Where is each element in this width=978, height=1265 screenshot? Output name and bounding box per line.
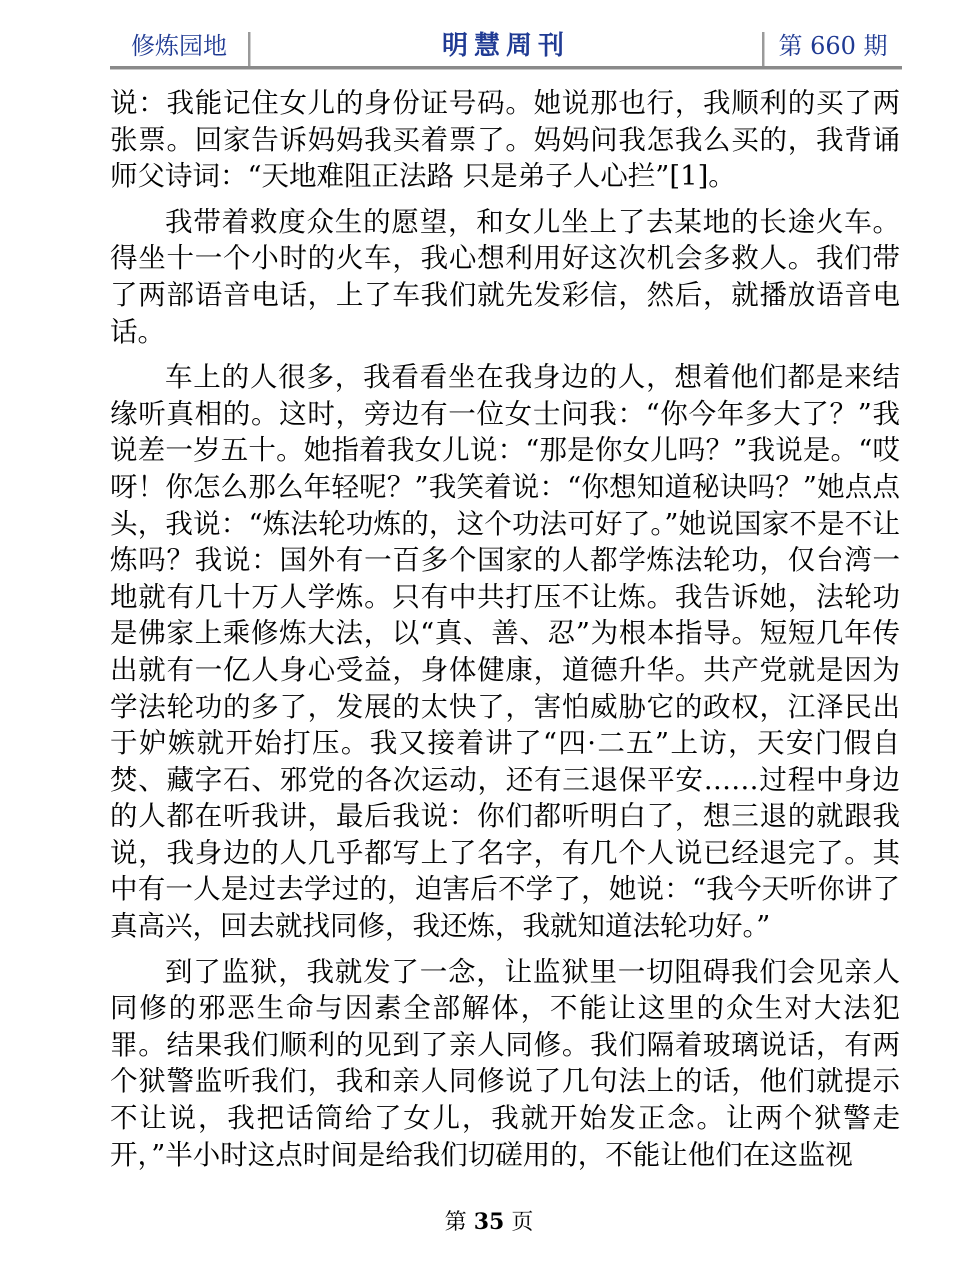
issue-number: 第 660 期 [778, 32, 888, 60]
page-footer [0, 1207, 978, 1238]
publication-title: 明慧周刊 [441, 31, 570, 61]
header-rule [110, 66, 902, 70]
footer-suffix: 页 [511, 1210, 534, 1235]
paragraph-3: 车上的人很多，我看看坐在我身边的人，想着他们都是来结缘听真相的。这时，旁边有一位女士问我：“你今年多大了？”我说差一岁五十。她指着我女儿说：“那是你女儿吗？”我说是。“哎呀！你怎么那么年轻呢？”我笑着说：“你想知道秘诀吗？”她点点头，我说：“炼法轮功炼的，这个功法可好了。”她说国家不是不让炼吗？我说：国外有一百多个国家的人都学炼法轮功，仅台湾一地就有几十万人学炼。只有中共打压不让炼。我告诉她，法轮功是佛家上乘修炼大法，以“真、善、忍”为根本指导。短短几年传出就有一亿人身心受益，身体健康，道德升华。共产党就是因为学法轮功的多了，发展的太快了，害怕威胁它的政权，江泽民出于妒嫉就开始打压。我又接着讲了“四·二五”上访，天安门假自焚、藏字石、邪党的各次运动，还有三退保平安……过程中身边的人都在听我讲，最后我说：你们都听明白了，想三退的就跟我说，我身边的人几乎都写上了名字，有几个人说已经退完了。其中有一人是过去学过的，迫害后不学了，她说：“我今天听你讲了真高兴，回去就找同修，我还炼，我就知道法轮功好。” [110, 361, 900, 943]
page-number: 35 [473, 1209, 505, 1235]
section-title: 修炼园地 [131, 32, 227, 60]
footer-prefix: 第 [444, 1210, 467, 1235]
page-header [110, 20, 902, 70]
paragraph-1: 说：我能记住女儿的身份证号码。她说那也行，我顺利的买了两张票。回家告诉妈妈我买着票了。妈妈问我怎我么买的，我背诵师父诗词：“天地难阻正法路 只是弟子人心拦”[1]。 [110, 87, 900, 193]
paragraph-4: 到了监狱，我就发了一念，让监狱里一切阻碍我们会见亲人同修的邪恶生命与因素全部解体，不能让这里的众生对大法犯罪。结果我们顺利的见到了亲人同修。我们隔着玻璃说话，有两个狱警监听我们，我和亲人同修说了几句法上的话，他们就提示不让说，我把话筒给了女儿，我就开始发正念。让两个狱警走开，”半小时这点时间是给我们切磋用的，不能让他们在这监视 [110, 955, 900, 1171]
paragraph-2: 我带着救度众生的愿望，和女儿坐上了去某地的长途火车。得坐十一个小时的火车，我心想利用好这次机会多救人。我们带了两部语音电话，上了车我们就先发彩信，然后，就播放语音电话。 [110, 205, 900, 348]
article-body [110, 85, 900, 1182]
